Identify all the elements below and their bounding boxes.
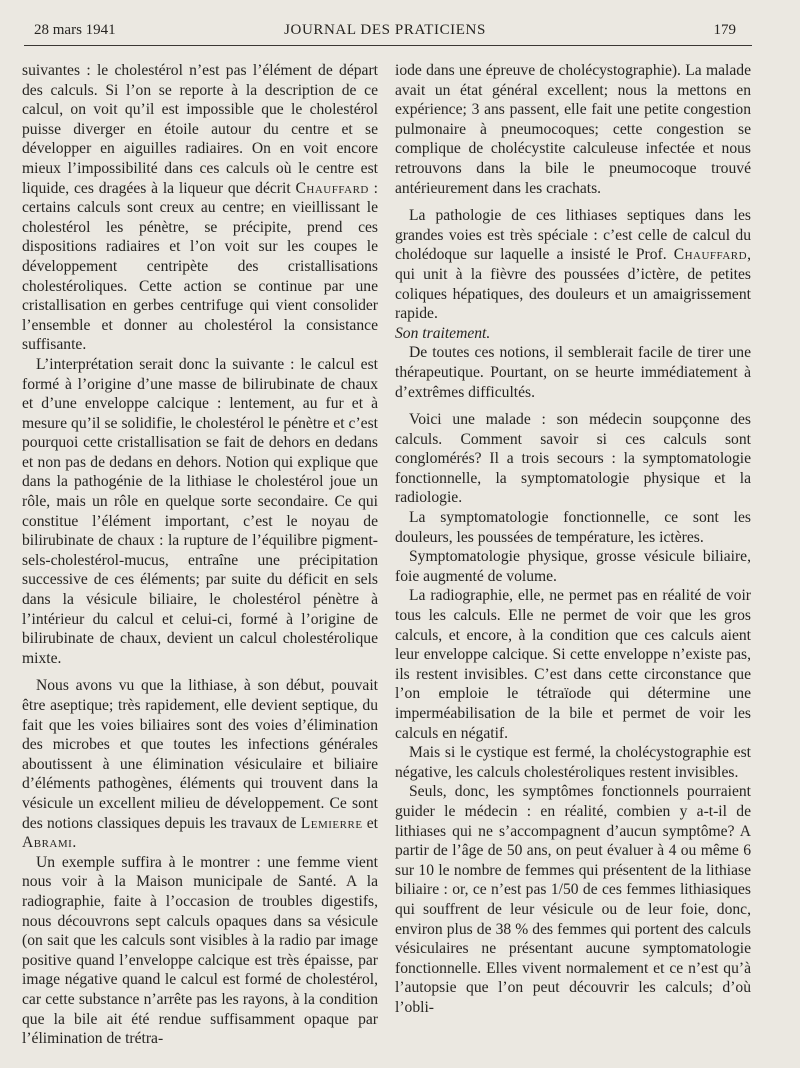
header-journal-title: JOURNAL DES PRATICIENS [284,22,486,38]
right-paragraph-4: Voici une malade : son médecin soupçonne des calculs. Comment savoir si ces calculs sont conglomérés? Il a trois secours : la symptomatologie fonctionnelle, la symptomatologie physique et la radiologie. [395,411,751,507]
right-paragraph-9: Seuls, donc, les symptômes fonctionnels pourraient guider le médecin : en réalité, combien y a-t-il de lithiases qui ne s’accompagnent d’aucun symptôme? A partir de l’âge de 50 ans, on peut évaluer à 4 ou même 6 sur 10 le nombre de femmes qui présentent de la lithiase biliaire : or, ce n’est pas 1/50 de ces femmes lithiasiques qui souffrent de leur vésicule ou de leur foie, donc, environ plus de 38 % des femmes qui portent des calculs vésiculaires ne présentant aucune symptomatologie fonctionnelle. Elles vivent normalement et ce n’est qu’à l’autopsie que l’on peut découvrir les calculs; d’où l’obli- [395,783,751,1016]
text-run: suivantes : le cholestérol n’est pas l’élément de départ des calculs. Si l’on se reporte à la description de ce calcul, on voit qu’il est impossible que le cholestérol puisse diverger en étoile autour du centre et se développer en aiguilles radiaires. On en voit encore mieux l’impossibilité dans ces calculs où le centre est liquide, ces dragées à la liqueur que décrit [22,62,378,197]
text-run: La pathologie de ces lithiases septiques dans les grandes voies est très spéciale : c’est celle de calcul du cholédoque sur laquelle a insisté le Prof. [395,207,751,264]
author-name-abrami: Abrami [22,834,73,852]
header-date: 28 mars 1941 [34,22,116,38]
right-column [395,61,751,1018]
right-paragraph-3: De toutes ces notions, il semblerait facile de tirer une thérapeutique. Pourtant, on se heurte immédiatement à d’extrêmes difficultés. [395,344,751,401]
left-paragraph-4: Un exemple suffira à le montrer : une femme vient nous voir à la Maison municipale de Santé. A la radiographie, faite à l’occasion de troubles digestifs, nous découvrons sept calculs opaques dans sa vésicule (on sait que les calculs sont visibles à la radio par image positive quand l’enveloppe calcique est très épaisse, par image négative quand le calcul est formé de cholestérol, car cette substance n’arrête pas les rayons, à la condition que la bile ait été rendue suffisamment opaque par l’élimination de trétra- [22,853,378,1048]
right-paragraph-7: La radiographie, elle, ne permet pas en réalité de voir tous les calculs. Elle ne permet de voir que les gros calculs, et encore, à la condition que ces calculs aient leur enveloppe calcique. Si cette enveloppe n’existe pas, ils restent invisibles. C’est dans cette circonstance que l’on emploie le tétraïode qui détermine une imperméabilisation de la bile et permet de voir les calculs en négatif. [395,587,751,742]
right-paragraph-2 [395,206,751,324]
text-run: Nous avons vu que la lithiase, à son début, pouvait être aseptique; très rapidement, elle devient septique, du fait que les voies biliaires sont des voies d’élimination des microbes et que toutes les infections générales aboutissent à une élimination vésiculaire et biliaire d’éléments pathogènes, éléments qui trouvent dans la vésicule un excellent milieu de développement. Ce sont des notions classiques depuis les travaux de [22,677,378,832]
header-rule [24,45,752,46]
author-name-lemierre: Lemierre [300,814,363,832]
left-paragraph-1 [22,61,378,355]
right-paragraph-8: Mais si le cystique est fermé, la cholécystographie est négative, les calculs cholestéroliques restent invisibles. [395,744,751,781]
text-run: et [362,814,378,832]
left-paragraph-3 [22,676,378,852]
right-paragraph-6: Symptomatologie physique, grosse vésicule biliaire, foie augmenté de volume. [395,548,751,585]
right-paragraph-5: La symptomatologie fonctionnelle, ce sont les douleurs, les poussées de température, les ictères. [395,509,751,546]
page-header [30,18,740,42]
text-run: : certains calculs sont creux au centre; en vieillissant le cholestérol les pénètre, se précipite, prend ces dispositions radiaires et l’on voit sur les coupes le développement centripète des cristallisations cholestéroliques. Cette action se continue par une cristallisation en gerbes centrifuge qui vient consolider l’ensemble et donner au cholestérol la consistance suffisante. [22,179,378,354]
author-name-chauffard: Chauffard [295,179,369,197]
section-subheading: Son traitement. [395,324,491,342]
header-page-number: 179 [713,22,736,38]
text-run: , qui unit à la fièvre des poussées d’ictère, de petites coliques hépatiques, des douleurs et un amaigrissement rapide. [395,246,751,323]
left-paragraph-2: L’interprétation serait donc la suivante : le calcul est formé à l’origine d’une masse de bilirubinate de chaux et d’une enveloppe calcique : lentement, au fur et à mesure qu’il se solidifie, le cholestérol le pénètre et c’est pourquoi cette cristallisation se fait de dehors en dedans et non pas de dedans en dehors. Notion qui explique que dans la pathogénie de la lithiase le cholestérol joue un rôle, mais un rôle en quelque sorte secondaire. Ce qui constitue l’élément important, c’est le noyau de bilirubinate de chaux : la rupture de l’équilibre pigment-sels-cholestérol-mucus, entraîne une précipitation successive de ces éléments; par suite du déficit en sels dans la vésicule biliaire, le cholestérol pénètre à l’intérieur du calcul et celui-ci, formé à l’origine de bilirubinate de chaux, devient un calcul cholestérolique mixte. [22,355,378,667]
text-run: . [72,834,77,852]
left-column [22,61,378,1049]
right-paragraph-1: iode dans une épreuve de cholécystographie). La malade avait un état général excellent; nous la mettons en expérience; 3 ans passent, elle fait une petite congestion pulmonaire à pneumocoques; cette congestion se complique de cholécystite calculeuse infectée et nous retrouvons dans la bile le pneumocoque trouvé antérieurement dans les crachats. [395,62,751,197]
author-name-chauffard: Chauffard [673,246,748,264]
